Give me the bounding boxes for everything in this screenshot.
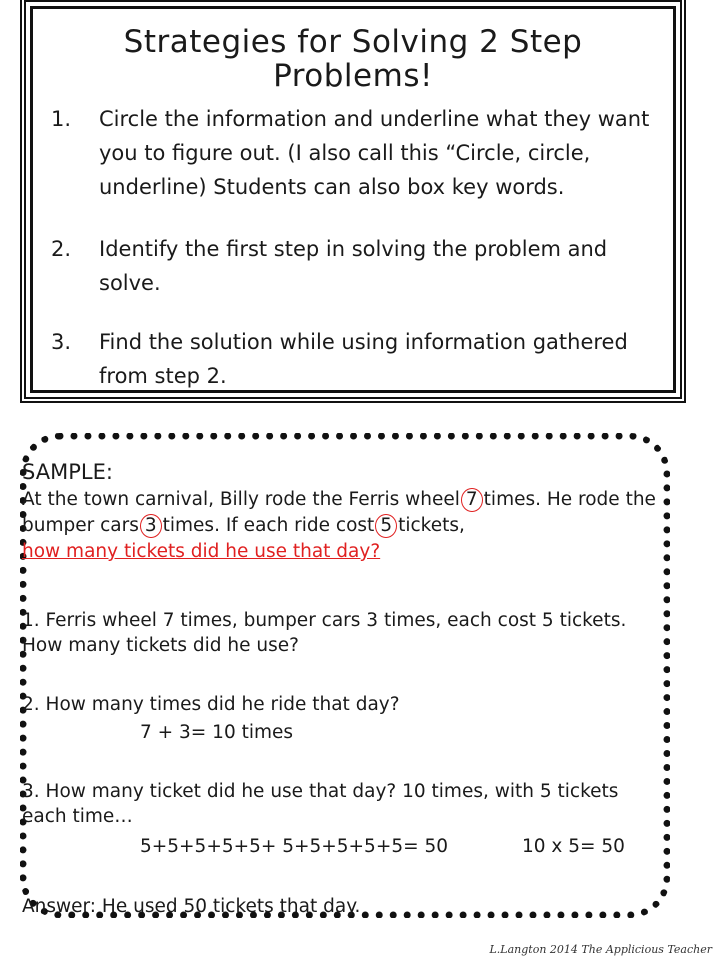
sample-label: SAMPLE: (22, 460, 113, 484)
sample-answer: Answer: He used 50 tickets that day. (22, 896, 361, 917)
story-part-4: tickets, (398, 515, 465, 536)
step-number: 1. (51, 107, 72, 131)
title-line-2: Problems! (273, 58, 433, 94)
step-number: 2. (51, 237, 72, 261)
strategies-box (30, 6, 676, 393)
story-part-1: At the town carnival, Billy rode the Ferris wheel (22, 489, 460, 510)
strategy-step-1 (51, 102, 659, 204)
step-number: 3. (51, 330, 72, 354)
story-part-2: times. He rode the bumper cars (22, 489, 656, 536)
author-signature: L.Langton 2014 The Applicious Teacher (489, 943, 712, 956)
sample-step-2: 2. How many times did he ride that day? (22, 694, 400, 715)
sample-step-3-calc-b: 10 x 5= 50 (522, 836, 625, 857)
strategy-step-2 (51, 232, 659, 300)
sample-step-1: 1. Ferris wheel 7 times, bumper cars 3 times, each cost 5 tickets. How many tickets did he use? (22, 610, 627, 656)
circled-number-7: 7 (461, 488, 483, 512)
step-text: Identify the first step in solving the problem and solve. (99, 237, 608, 295)
step-text: Find the solution while using information gathered from step 2. (99, 330, 628, 388)
story-part-3: times. If each ride cost (162, 515, 375, 536)
sample-step-2-calc: 7 + 3= 10 times (140, 722, 294, 743)
sample-step-3-calc-a: 5+5+5+5+5+ 5+5+5+5+5= 50 (140, 836, 449, 857)
sample-step-3: 3. How many ticket did he use that day? 10 times, with 5 tickets each time… (22, 781, 619, 827)
strategies-title (33, 25, 673, 93)
title-line-1: Strategies for Solving 2 Step (123, 24, 583, 60)
strategy-step-3 (51, 325, 659, 393)
circled-number-3: 3 (140, 514, 162, 538)
circled-number-5: 5 (375, 514, 397, 538)
step-text: Circle the information and underline what they want you to figure out. (I also call this “Circle, circle, underline) Students can also box key words. (99, 107, 650, 199)
sample-story (22, 487, 682, 565)
underlined-question: how many tickets did he use that day? (22, 541, 381, 562)
